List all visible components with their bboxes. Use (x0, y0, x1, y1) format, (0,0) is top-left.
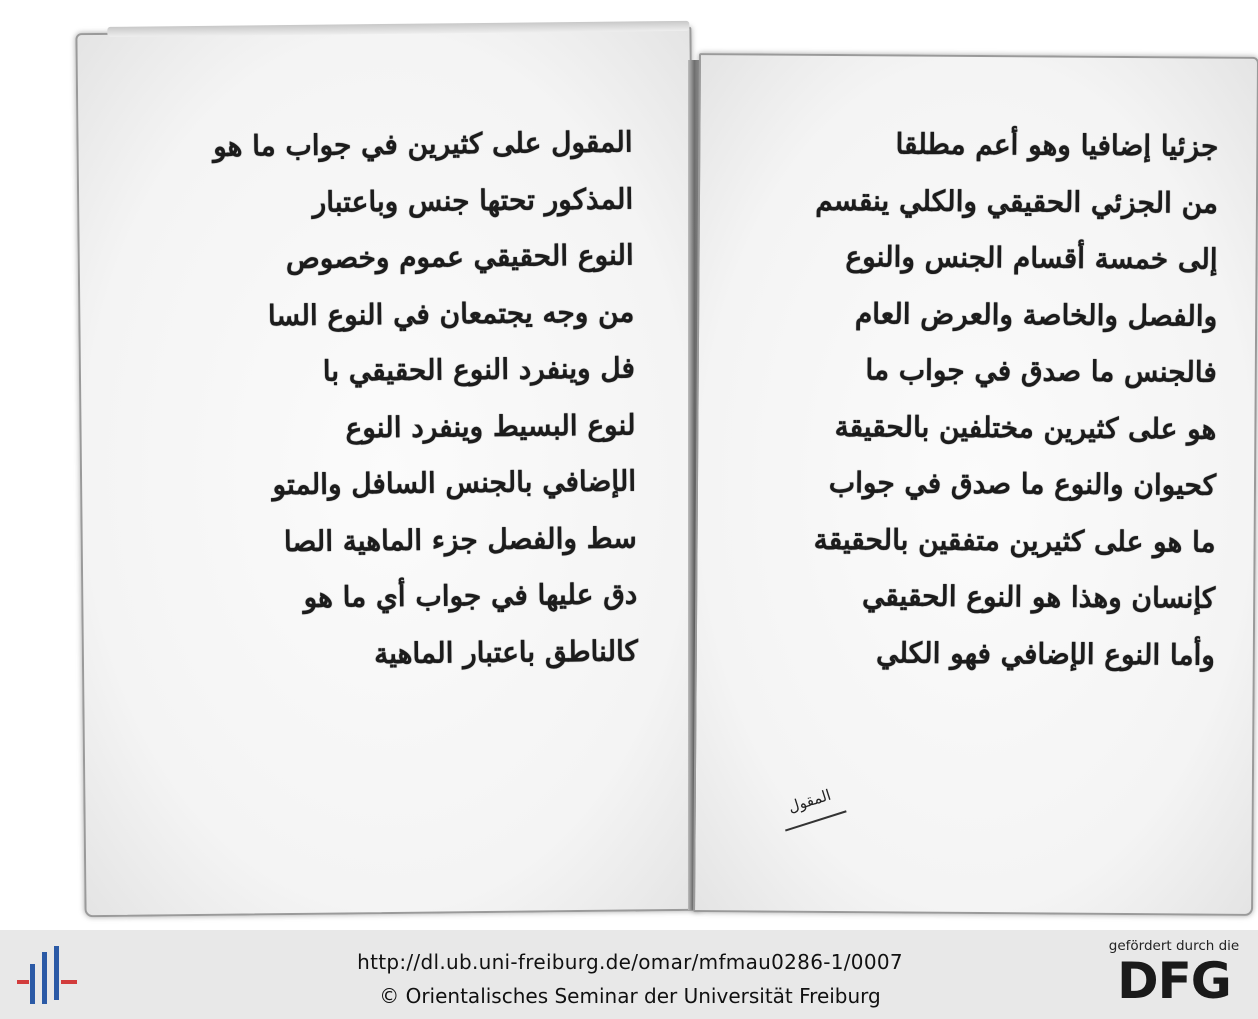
text-line: كإنسان وهذا هو النوع الحقيقي (861, 579, 1216, 615)
permalink-url[interactable]: http://dl.ub.uni-freiburg.de/omar/mfmau0286-1/0007 (357, 950, 903, 974)
viewer-footer (0, 930, 1258, 1019)
text-line: ما هو على كثيرين متفقين بالحقيقة (813, 522, 1216, 559)
text-line: هو على كثيرين مختلفين بالحقيقة (834, 409, 1217, 446)
text-line: جزئيا إضافيا وهو أعم مطلقا (895, 127, 1219, 163)
text-line: دق عليها في جواب أي ما هو (303, 577, 638, 614)
dfg-wordmark: DFG (1117, 952, 1231, 1010)
text-line: فل وينفرد النوع الحقيقي با (322, 351, 636, 388)
ub-freiburg-logo-icon[interactable] (17, 942, 81, 1008)
text-line: من الجزئي الحقيقي والكلي ينقسم (815, 183, 1219, 220)
left-page-text (212, 114, 639, 683)
text-line: كالناطق باعتبار الماهية (373, 633, 639, 670)
text-line: المقول على كثيرين في جواب ما هو (212, 125, 633, 163)
dfg-caption: gefördert durch die (1108, 938, 1240, 954)
manuscript-page-right (693, 53, 1258, 916)
text-line: لنوع البسيط وينفرد النوع (345, 407, 636, 444)
dfg-logo[interactable] (1104, 938, 1244, 1014)
copyright-notice: © Orientalisches Seminar der Universität Freiburg (379, 984, 881, 1008)
text-line: سط والفصل جزء الماهية الصا (283, 520, 637, 558)
text-line: من وجه يجتمعان في النوع السا (267, 294, 635, 332)
text-line: فالجنس ما صدق في جواب ما (865, 353, 1217, 389)
text-line: الإضافي بالجنس السافل والمتو (272, 464, 637, 502)
text-line: المذكور تحتها جنس وباعتبار (312, 181, 634, 219)
manuscript-page-left (75, 27, 700, 917)
text-line: إلى خمسة أقسام الجنس والنوع (845, 240, 1218, 276)
text-line: وأما النوع الإضافي فهو الكلي (875, 635, 1215, 672)
text-line: النوع الحقيقي عموم وخصوص (285, 238, 634, 276)
right-page-text (735, 115, 1219, 683)
text-line: كحيوان والنوع ما صدق في جواب (828, 465, 1217, 502)
text-line: والفصل والخاصة والعرض العام (854, 296, 1218, 333)
catchword: المقول (773, 772, 847, 831)
ub-freiburg-logo-icon-svg (17, 942, 81, 1008)
page-edge (107, 21, 689, 37)
